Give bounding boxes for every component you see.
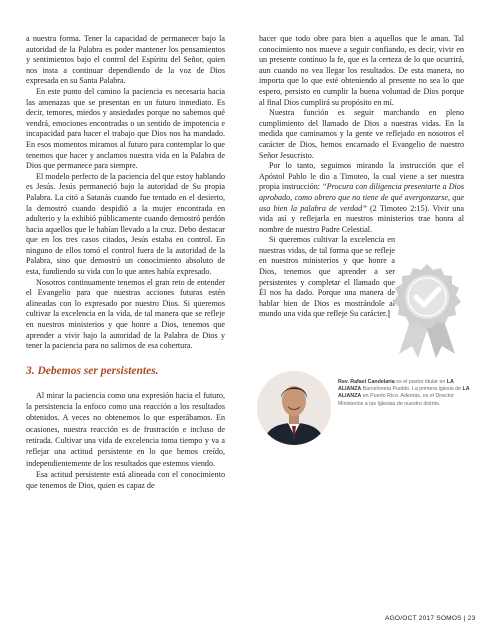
bible-quote: “Procura con diligencia presentarte a Dios aprobado, como obrero que no tiene de qué avergonzarse, que usa bien la palabra de verdad” <box>259 182 465 213</box>
award-ribbon-badge-icon <box>385 262 469 358</box>
left-column <box>26 34 225 491</box>
spacer <box>26 352 225 364</box>
footer-separator: | <box>463 615 466 622</box>
paragraph: a nuestra forma. Tener la capacidad de permanecer bajo la autoridad de la Palabra es poder mantener los pensamientos y sentimientos bajo el control del Espíritu del Señor, quien nos insta a continuar dependiendo de la voz de Dios expresada en su Santa Palabra. <box>26 34 225 86</box>
paragraph: Al mirar la paciencia como una expresión hacia el futuro, la persistencia la enfoco como una reacción a los resultados obtenidos. A veces no obtenemos lo que esperábamos. En ocasiones, nuestra reacción es de frustración e incluso de retirada. Cultivar una vida de excelencia toma tiempo y va a reflejar una actitud persistente en lo que hemos creído, independientemente de los resultados que estemos viendo. <box>26 390 225 468</box>
org-name: LA ALIANZA <box>338 386 470 400</box>
paragraph <box>259 161 464 235</box>
paragraph: Nosotros continuamente tenemos el gran reto de entender el Evangelio para que nuestras acciones futuras estén alineadas con lo expresado por nuestro Dios. Si queremos cultivar la excelencia en la vida, de tal manera que se refleje en nuestros ministerios y que honre a Dios, tenemos que aprender a vivir bajo la autoridad de la Palabra de Dios y tener la paciencia para no salirnos de esa cobertura. <box>26 277 225 351</box>
paragraph-closing: Si queremos cultivar la excelencia en nuestras vidas, de tal forma que se refleje en nuestros ministerios y que honre a Dios, tenemos que aprender a ser persistentes y completar el llamado que Él nos ha dado. Porque una manera de hablar bien de Dios es mostrándole al mundo una vida que refleje Su carácter.|| <box>259 235 395 319</box>
section-heading: 3. Debemos ser persistentes. <box>26 364 159 377</box>
paragraph: Nuestra función es seguir marchando en pleno cumplimiento del llamado de Dios a nuestras vidas. En la medida que caminamos y la gente ve reflejado en nosotros el carácter de Dios, hemos encarnado el Evangelio de nuestro Señor Jesucristo. <box>259 108 464 160</box>
quote-reference: (2 Timoteo 2:15). Vivir una vida así y reflejarla en nuestros ministerios trae honra al nombre de nuestro Padre Celestial. <box>259 203 464 234</box>
author-portrait-icon <box>257 371 331 445</box>
author-name: Rev. Rafael Candelaria <box>338 379 395 385</box>
bio-text-part: es el pastor titular en <box>394 379 447 385</box>
paragraph: Esa actitud persistente está alineada con el conocimiento que tenemos de Dios, quien es capaz de <box>26 469 225 491</box>
quote-lead-in: Por lo tanto, seguimos mirando la instrucción que el Apóstol Pablo le dio a Timoteo, la cual viene a ser nuestra propia instrucción: <box>259 161 464 192</box>
author-bio <box>257 371 481 437</box>
paragraph: En este punto del camino la paciencia es necesaria hacia las amenazas que se presentan en un futuro inmediato. Es decir, temores, miedos y ansiedades porque no sabemos qué vendrá, emociones encontradas o un sentido de impotencia e incapacidad para hacer el trabajo que Dios nos ha mandado. En esos momentos miramos al futuro para contemplar lo que tenemos que hacer y anclamos nuestra vida en la Palabra de Dios que permanece para siempre. <box>26 86 225 171</box>
bio-text-part: Barceloneta Pueblo. La primera iglesia de <box>361 386 463 393</box>
issue-date: AGO/OCT 2017 <box>385 615 435 622</box>
magazine-name: SOMOS <box>436 615 462 622</box>
paragraph: El modelo perfecto de la paciencia del que estoy hablando es Jesús. Jesús permaneció bajo la autoridad de Su propia Palabra. La citó a Satanás cuando fue tentado en el desierto, la demostró cuando despidió a la mujer encontrada en adulterio y la exhibió públicamente cuando demostró perdón hacia aquellos que le habían llevado a la cruz. Debo destacar que en los tres casos citados, Jesús estaba en control. En ninguno de ellos tomó el control fuera de la autoridad de la Palabra, sino que demostró un conocimiento absoluto de esta, fundiendo su vida con lo que antes había expresado. <box>26 171 225 277</box>
spacer <box>26 378 225 390</box>
bio-text-part: en Puerto Rico. Además, es el Director Ministerios a las Iglesias de nuestro distrito. <box>338 393 454 407</box>
author-bio-text <box>338 379 478 408</box>
page-number: 23 <box>467 615 476 622</box>
org-name: LA ALIANZA <box>338 379 454 393</box>
page-footer <box>385 615 475 622</box>
paragraph: hacer que todo obre para bien a aquellos que le aman. Tal conocimiento nos mueve a seguir confiando, es decir, vivir en un presente continuo la fe, que es la certeza de lo que ocurrirá, aun cuando no vea llegar los resultados. De esta manera, no importa que lo que esté obteniendo al presente no sea lo que espero, persisto en cumplir la buena voluntad de Dios porque al final Dios cumplirá su propósito en mí. <box>259 34 464 107</box>
